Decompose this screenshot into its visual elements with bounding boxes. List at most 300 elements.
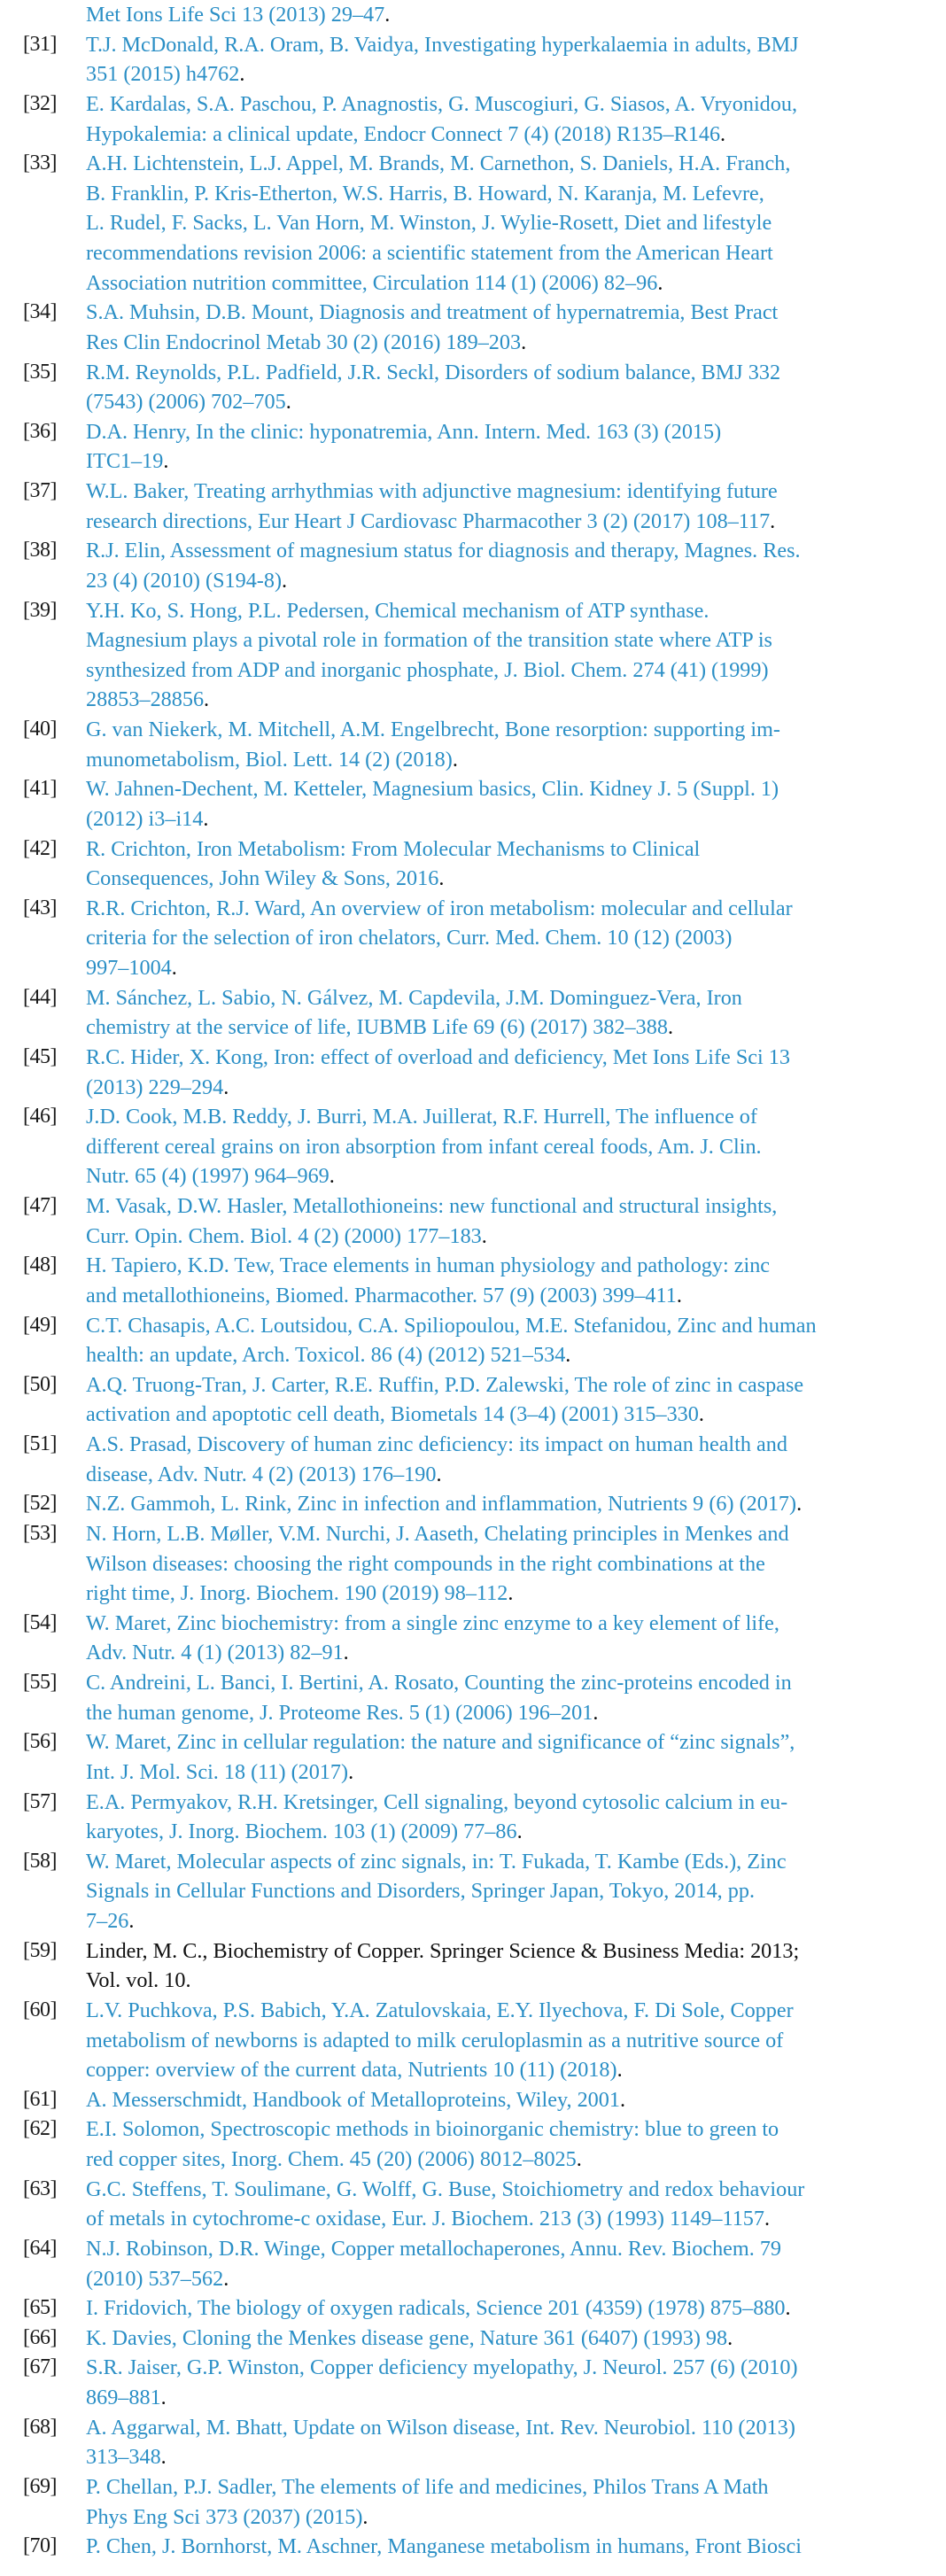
reference-body[interactable] [86, 1788, 938, 1847]
reference-line [86, 1370, 938, 1401]
reference-number: [59] [23, 1938, 57, 1962]
reference-body[interactable] [86, 2293, 938, 2324]
reference-item [0, 894, 946, 983]
reference-period: . [698, 1402, 704, 1427]
reference-link[interactable]: of metals in cytochrome-c oxidase, Eur. J. Biochem. 213 (3) (1993) 1149–1157 [86, 2207, 764, 2231]
reference-item [0, 477, 946, 536]
reference-link[interactable]: N.Z. Gammoh, L. Rink, Zinc in infection and inflammation, Nutrients 9 (6) (2017) [86, 1492, 797, 1517]
reference-body[interactable] [86, 2114, 938, 2174]
reference-number: [39] [23, 598, 57, 622]
reference-number: [36] [23, 419, 57, 443]
reference-line [86, 268, 938, 299]
reference-item [0, 2114, 946, 2174]
reference-link[interactable]: synthesized from ADP and inorganic phosphate, J. Biol. Chem. 274 (41) (1999) [86, 657, 769, 682]
reference-line [86, 1251, 938, 1281]
reference-line [86, 2175, 938, 2205]
reference-link[interactable]: W. Jahnen-Dechent, M. Ketteler, Magnesium basics, Clin. Kidney J. 5 (Suppl. 1) [86, 777, 779, 802]
reference-period: . [521, 330, 527, 354]
reference-body[interactable] [86, 2085, 938, 2115]
reference-body[interactable] [86, 0, 938, 30]
reference-body[interactable] [86, 1727, 938, 1787]
reference-period: . [727, 2325, 733, 2350]
reference-body[interactable] [86, 2532, 938, 2562]
reference-number: [56] [23, 1730, 57, 1754]
reference-body[interactable] [86, 1430, 938, 1489]
reference-link[interactable]: Magnesium plays a pivotal role in formation of the transition state where ATP is [86, 628, 772, 653]
reference-link[interactable]: E. Kardalas, S.A. Paschou, P. Anagnostis, G. Muscogiuri, G. Siasos, A. Vryonidou, [86, 91, 798, 116]
reference-line [86, 1847, 938, 1877]
reference-item [0, 834, 946, 894]
reference-link[interactable]: Hypokalemia: a clinical update, Endocr Connect 7 (4) (2018) R135–R146 [86, 121, 721, 146]
reference-link[interactable]: the human genome, J. Proteome Res. 5 (1) (2006) 196–201 [86, 1700, 593, 1725]
reference-body[interactable] [86, 1191, 938, 1251]
reference-link[interactable]: activation and apoptotic cell death, Biometals 14 (3–4) (2001) 315–330 [86, 1402, 699, 1427]
reference-link[interactable]: A.S. Prasad, Discovery of human zinc deficiency: its impact on human health and [86, 1432, 787, 1456]
reference-period: . [657, 270, 663, 295]
reference-body[interactable] [86, 89, 938, 149]
reference-link[interactable]: Phys Eng Sci 373 (2037) (2015) [86, 2504, 363, 2529]
reference-line [86, 923, 938, 953]
reference-link[interactable]: E.I. Solomon, Spectroscopic methods in bioinorganic chemistry: blue to green to [86, 2117, 779, 2142]
reference-link[interactable]: Wilson diseases: choosing the right compounds in the right combinations at the [86, 1551, 765, 1576]
reference-link[interactable]: criteria for the selection of iron chelators, Curr. Med. Chem. 10 (12) (2003) [86, 926, 733, 950]
reference-link[interactable]: S.R. Jaiser, G.P. Winston, Copper deficiency myelopathy, J. Neurol. 257 (6) (2010) [86, 2355, 798, 2380]
reference-link[interactable]: 28853–28856 [86, 687, 205, 712]
reference-period: . [576, 2147, 582, 2171]
reference-link[interactable]: M. Sánchez, L. Sabio, N. Gálvez, M. Capdevila, J.M. Dominguez-Vera, Iron [86, 985, 742, 1010]
reference-link[interactable]: J.D. Cook, M.B. Reddy, J. Burri, M.A. Juillerat, R.F. Hurrell, The influence of [86, 1105, 757, 1129]
reference-item [0, 149, 946, 298]
reference-body[interactable] [86, 2234, 938, 2293]
reference-line [86, 894, 938, 924]
reference-link[interactable]: W. Maret, Zinc biochemistry: from a single zinc enzyme to a key element of life, [86, 1610, 779, 1635]
reference-link[interactable]: G.C. Steffens, T. Soulimane, G. Wolff, G. Buse, Stoichiometry and redox behaviour [86, 2176, 805, 2201]
reference-number: [31] [23, 32, 57, 56]
reference-link[interactable]: right time, J. Inorg. Biochem. 190 (2019) 98–112 [86, 1581, 508, 1606]
reference-period: . [508, 1581, 514, 1606]
reference-number: [53] [23, 1521, 57, 1545]
reference-link[interactable]: Curr. Opin. Chem. Biol. 4 (2) (2000) 177–183 [86, 1223, 482, 1248]
reference-line [86, 804, 938, 834]
reference-link[interactable]: (7543) (2006) 702–705 [86, 390, 286, 415]
reference-line [86, 1311, 938, 1341]
reference-link[interactable]: R.M. Reynolds, P.L. Padfield, J.R. Seckl, Disorders of sodium balance, BMJ 332 [86, 360, 781, 384]
reference-link[interactable]: 23 (4) (2010) (S194-8) [86, 568, 283, 593]
reference-line [86, 864, 938, 894]
reference-link[interactable]: munometabolism, Biol. Lett. 14 (2) (2018) [86, 747, 453, 772]
reference-link[interactable]: C. Andreini, L. Banci, I. Bertini, A. Rosato, Counting the zinc-proteins encoded in [86, 1671, 792, 1695]
reference-item [0, 2472, 946, 2532]
reference-item [0, 1609, 946, 1668]
reference-item [0, 1519, 946, 1609]
reference-line [86, 2055, 938, 2085]
reference-link[interactable]: A. Messerschmidt, Handbook of Metalloproteins, Wiley, 2001 [86, 2087, 620, 2112]
reference-period: . [204, 687, 210, 712]
reference-number: [49] [23, 1313, 57, 1337]
reference-link[interactable]: health: an update, Arch. Toxicol. 86 (4) (2012) 521–534 [86, 1343, 566, 1368]
reference-link[interactable]: N. Horn, L.B. Møller, V.M. Nurchi, J. Aaseth, Chelating principles in Menkes and [86, 1521, 789, 1546]
reference-line [86, 1638, 938, 1668]
reference-body[interactable] [86, 2175, 938, 2234]
reference-link[interactable]: L.V. Puchkova, P.S. Babich, Y.A. Zatulovskaia, E.Y. Ilyechova, F. Di Sole, Copper [86, 1998, 794, 2022]
reference-period: . [203, 806, 209, 831]
reference-line [86, 477, 938, 507]
reference-number: [62] [23, 2117, 57, 2141]
reference-link[interactable]: 7–26 [86, 1909, 129, 1933]
reference-line [86, 1191, 938, 1222]
reference-item [0, 298, 946, 357]
reference-line [86, 1579, 938, 1609]
reference-link[interactable]: (2013) 229–294 [86, 1075, 224, 1099]
reference-period: . [163, 449, 169, 474]
reference-line [86, 1340, 938, 1370]
reference-item [0, 1847, 946, 1936]
reference-body[interactable] [86, 2324, 938, 2354]
reference-period: . [223, 1075, 229, 1099]
reference-body[interactable] [86, 715, 938, 774]
reference-link[interactable]: W.L. Baker, Treating arrhythmias with adjunctive magnesium: identifying future [86, 479, 778, 503]
reference-line [86, 1788, 938, 1818]
reference-period: . [616, 2058, 623, 2083]
reference-link[interactable]: 351 (2015) h4762 [86, 62, 240, 87]
reference-body[interactable] [86, 298, 938, 357]
reference-period: . [348, 1759, 354, 1784]
reference-link[interactable]: 869–881 [86, 2386, 161, 2409]
reference-link[interactable]: N.J. Robinson, D.R. Winge, Copper metallochaperones, Annu. Rev. Biochem. 79 [86, 2236, 782, 2261]
reference-period: . [282, 568, 288, 593]
reference-body[interactable] [86, 2413, 938, 2472]
reference-body[interactable] [86, 1251, 938, 1310]
reference-link[interactable]: Adv. Nutr. 4 (1) (2013) 82–91 [86, 1641, 344, 1665]
reference-period: . [160, 2386, 167, 2409]
reference-link[interactable]: Res Clin Endocrinol Metab 30 (2) (2016) 189–203 [86, 330, 522, 354]
reference-line [86, 387, 938, 417]
reference-item [0, 417, 946, 477]
reference-item [0, 1668, 946, 1727]
reference-link[interactable]: ITC1–19 [86, 449, 164, 474]
reference-item [0, 0, 946, 30]
reference-period: . [362, 2504, 368, 2529]
reference-number: [69] [23, 2474, 57, 2498]
reference-link[interactable]: W. Maret, Molecular aspects of zinc signals, in: T. Fukada, T. Kambe (Eds.), Zinc [86, 1849, 787, 1874]
reference-body[interactable] [86, 2353, 938, 2412]
reference-link[interactable]: Nutr. 65 (4) (1997) 964–969 [86, 1164, 330, 1189]
reference-number: [63] [23, 2176, 57, 2200]
reference-item [0, 1251, 946, 1310]
reference-line [86, 1519, 938, 1549]
reference-body[interactable] [86, 30, 938, 89]
reference-link[interactable]: A.H. Lichtenstein, L.J. Appel, M. Brands, M. Carnethon, S. Daniels, H.A. Franch, [86, 151, 791, 176]
reference-link[interactable]: B. Franklin, P. Kris-Etherton, W.S. Harris, B. Howard, N. Karanja, M. Lefevre, [86, 181, 764, 206]
reference-period: . [223, 2266, 229, 2291]
reference-line [86, 656, 938, 686]
reference-link[interactable]: P. Chen, J. Bornhorst, M. Aschner, Manganese metabolism in humans, Front Biosci [86, 2534, 802, 2559]
reference-item [0, 2532, 946, 2562]
reference-number: [42] [23, 836, 57, 860]
reference-line [86, 1727, 938, 1757]
reference-number: [57] [23, 1789, 57, 1813]
reference-link[interactable]: Y.H. Ko, S. Hong, P.L. Pedersen, Chemical mechanism of ATP synthase. [86, 598, 710, 623]
reference-period: . [384, 3, 391, 27]
reference-line [86, 1817, 938, 1847]
reference-line [86, 507, 938, 537]
reference-number: [40] [23, 718, 57, 741]
reference-line [86, 536, 938, 566]
reference-body[interactable] [86, 1668, 938, 1727]
reference-body[interactable] [86, 477, 938, 536]
reference-body[interactable] [86, 1847, 938, 1936]
reference-line [86, 1073, 938, 1103]
reference-body[interactable] [86, 1609, 938, 1668]
reference-link[interactable]: 313–348 [86, 2445, 161, 2470]
reference-line [86, 328, 938, 358]
reference-line [86, 89, 938, 120]
reference-period: . [171, 956, 177, 980]
reference-period: . [785, 2296, 791, 2321]
reference-number: [60] [23, 1998, 57, 2021]
reference-link[interactable]: H. Tapiero, K.D. Tew, Trace elements in human physiology and pathology: zinc [86, 1253, 771, 1278]
reference-line [86, 1043, 938, 1073]
reference-item [0, 983, 946, 1043]
reference-period: . [160, 2445, 167, 2470]
reference-number: [35] [23, 360, 57, 384]
reference-line [86, 2472, 938, 2502]
reference-number: [66] [23, 2325, 57, 2349]
reference-number: [38] [23, 539, 57, 563]
reference-line [86, 566, 938, 596]
reference-line [86, 2204, 938, 2234]
reference-number: [41] [23, 777, 57, 801]
reference-link[interactable]: W. Maret, Zinc in cellular regulation: the nature and significance of “zinc signals”, [86, 1730, 795, 1755]
reference-link[interactable]: (2012) i3–i14 [86, 806, 204, 831]
reference-link[interactable]: metabolism of newborns is adapted to milk ceruloplasmin as a nutritive source of [86, 2028, 784, 2052]
reference-body[interactable] [86, 536, 938, 595]
reference-link[interactable]: research directions, Eur Heart J Cardiovasc Pharmacother 3 (2) (2017) 108–117 [86, 508, 771, 533]
reference-period: . [764, 2207, 771, 2231]
reference-item [0, 1430, 946, 1489]
reference-number: [33] [23, 151, 57, 175]
reference-number: [44] [23, 985, 57, 1009]
reference-line [86, 2502, 938, 2533]
reference-line [86, 149, 938, 179]
reference-period: . [676, 1283, 682, 1307]
reference-number: [52] [23, 1492, 57, 1516]
reference-period: . [720, 121, 726, 146]
reference-item [0, 2234, 946, 2293]
reference-body[interactable] [86, 1519, 938, 1609]
reference-link[interactable]: copper: overview of the current data, Nutrients 10 (11) (2018) [86, 2058, 617, 2083]
reference-line [86, 2442, 938, 2472]
reference-link[interactable]: P. Chellan, P.J. Sadler, The elements of life and medicines, Philos Trans A Math [86, 2474, 769, 2499]
reference-body[interactable] [86, 358, 938, 417]
reference-line [86, 625, 938, 656]
reference-number: [32] [23, 91, 57, 115]
reference-item [0, 2413, 946, 2472]
reference-line [86, 59, 938, 89]
reference-body[interactable] [86, 1489, 938, 1519]
reference-line [86, 1013, 938, 1043]
reference-item [0, 30, 946, 89]
reference-body[interactable] [86, 1370, 938, 1430]
reference-item [0, 1727, 946, 1787]
reference-link[interactable]: K. Davies, Cloning the Menkes disease gene, Nature 361 (6407) (1993) 98 [86, 2325, 728, 2350]
reference-item [0, 2324, 946, 2354]
reference-line [86, 1222, 938, 1252]
reference-body[interactable] [86, 1996, 938, 2085]
reference-item [0, 1311, 946, 1370]
reference-line [86, 2114, 938, 2145]
reference-line [86, 2383, 938, 2413]
reference-link[interactable]: disease, Adv. Nutr. 4 (2) (2013) 176–190 [86, 1462, 437, 1486]
reference-period: . [516, 1819, 523, 1844]
reference-line [86, 715, 938, 745]
reference-number: [45] [23, 1044, 57, 1068]
reference-body[interactable] [86, 596, 938, 716]
reference-line [86, 2234, 938, 2264]
reference-line [86, 358, 938, 388]
reference-link[interactable]: R.J. Elin, Assessment of magnesium status for diagnosis and therapy, Magnes. Res. [86, 539, 801, 563]
reference-line [86, 1460, 938, 1490]
reference-period: . [239, 62, 245, 87]
reference-period: . [796, 1492, 803, 1517]
reference-number: [64] [23, 2236, 57, 2260]
reference-link[interactable]: R. Crichton, Iron Metabolism: From Molecular Mechanisms to Clinical [86, 836, 701, 861]
reference-number: [55] [23, 1671, 57, 1694]
reference-link[interactable]: chemistry at the service of life, IUBMB Life 69 (6) (2017) 382–388 [86, 1015, 668, 1040]
reference-period: . [593, 1700, 599, 1725]
reference-number: [47] [23, 1194, 57, 1217]
reference-body[interactable] [86, 1043, 938, 1102]
reference-number: [61] [23, 2087, 57, 2111]
reference-line [86, 446, 938, 477]
reference-number: [46] [23, 1105, 57, 1129]
reference-line [86, 834, 938, 865]
reference-period: . [667, 1015, 673, 1040]
reference-line [86, 298, 938, 328]
reference-link[interactable]: Signals in Cellular Functions and Disorders, Springer Japan, Tokyo, 2014, pp. [86, 1879, 755, 1904]
reference-line [86, 2026, 938, 2056]
reference-period: . [452, 747, 458, 772]
reference-body[interactable] [86, 894, 938, 983]
reference-period: . [285, 390, 291, 415]
reference-number: [67] [23, 2355, 57, 2379]
reference-line [86, 1430, 938, 1460]
reference-body[interactable] [86, 834, 938, 894]
reference-item [0, 715, 946, 774]
reference-body [86, 1936, 938, 1996]
reference-line [86, 1549, 938, 1579]
reference-period: . [619, 2087, 625, 2112]
reference-period: . [438, 866, 445, 891]
reference-line [86, 1698, 938, 1728]
reference-body[interactable] [86, 1311, 938, 1370]
reference-link[interactable]: I. Fridovich, The biology of oxygen radicals, Science 201 (4359) (1978) 875–880 [86, 2296, 786, 2321]
reference-link[interactable]: Association nutrition committee, Circulation 114 (1) (2006) 82–96 [86, 270, 658, 295]
reference-period: . [343, 1641, 349, 1665]
reference-link[interactable]: (2010) 537–562 [86, 2266, 224, 2291]
reference-item [0, 1996, 946, 2085]
reference-line [86, 30, 938, 60]
reference-line [86, 1996, 938, 2026]
reference-body[interactable] [86, 1102, 938, 1191]
reference-link[interactable]: Consequences, John Wiley & Sons, 2016 [86, 866, 439, 891]
reference-link[interactable]: C.T. Chasapis, A.C. Loutsidou, C.A. Spiliopoulou, M.E. Stefanidou, Zinc and human [86, 1313, 817, 1338]
reference-link[interactable]: A. Aggarwal, M. Bhatt, Update on Wilson disease, Int. Rev. Neurobiol. 110 (2013) [86, 2415, 795, 2440]
reference-item [0, 2085, 946, 2115]
reference-link[interactable]: 997–1004 [86, 956, 172, 980]
reference-line [86, 238, 938, 268]
reference-line [86, 1400, 938, 1430]
reference-number: [58] [23, 1849, 57, 1873]
reference-link[interactable]: R.R. Crichton, R.J. Ward, An overview of iron metabolism: molecular and cellular [86, 896, 793, 920]
reference-body[interactable] [86, 417, 938, 477]
reference-line [86, 1489, 938, 1519]
reference-line [86, 685, 938, 715]
reference-item [0, 774, 946, 834]
reference-item [0, 2175, 946, 2234]
reference-number: [48] [23, 1253, 57, 1277]
reference-link[interactable]: karyotes, J. Inorg. Biochem. 103 (1) (2009) 77–86 [86, 1819, 517, 1844]
reference-number: [34] [23, 300, 57, 324]
reference-link[interactable]: different cereal grains on iron absorption from infant cereal foods, Am. J. Clin. [86, 1134, 762, 1159]
reference-link[interactable]: S.A. Muhsin, D.B. Mount, Diagnosis and treatment of hypernatremia, Best Pract [86, 300, 779, 325]
reference-link[interactable]: T.J. McDonald, R.A. Oram, B. Vaidya, Investigating hyperkalaemia in adults, BMJ [86, 32, 799, 57]
reference-line [86, 1132, 938, 1162]
reference-link[interactable]: A.Q. Truong-Tran, J. Carter, R.E. Ruffin, P.D. Zalewski, The role of zinc in caspase [86, 1372, 804, 1397]
reference-link[interactable]: E.A. Permyakov, R.H. Kretsinger, Cell signaling, beyond cytosolic calcium in eu- [86, 1789, 788, 1814]
reference-body[interactable] [86, 2472, 938, 2532]
reference-body[interactable] [86, 774, 938, 834]
reference-line [86, 417, 938, 447]
reference-line [86, 2145, 938, 2175]
reference-line [86, 2532, 938, 2562]
reference-item [0, 358, 946, 417]
reference-line [86, 774, 938, 804]
reference-number: [65] [23, 2296, 57, 2320]
reference-line [86, 1936, 938, 1967]
reference-line [86, 1668, 938, 1698]
reference-link[interactable]: Met Ions Life Sci 13 (2013) 29–47 [86, 3, 385, 27]
reference-period: . [436, 1462, 442, 1486]
reference-line [86, 1876, 938, 1906]
reference-period: . [481, 1223, 487, 1248]
reference-item [0, 2293, 946, 2324]
reference-link[interactable]: red copper sites, Inorg. Chem. 45 (20) (2006) 8012–8025 [86, 2147, 577, 2171]
reference-line [86, 953, 938, 983]
reference-line [86, 2353, 938, 2383]
reference-link[interactable]: and metallothioneins, Biomed. Pharmacother. 57 (9) (2003) 399–411 [86, 1283, 677, 1307]
reference-link[interactable]: R.C. Hider, X. Kong, Iron: effect of overload and deficiency, Met Ions Life Sci 13 [86, 1044, 790, 1069]
reference-line [86, 1102, 938, 1132]
reference-body[interactable] [86, 983, 938, 1043]
reference-link[interactable]: Int. J. Mol. Sci. 18 (11) (2017) [86, 1759, 349, 1784]
reference-link[interactable]: M. Vasak, D.W. Hasler, Metallothioneins: new functional and structural insights, [86, 1194, 778, 1218]
reference-line [86, 1906, 938, 1936]
reference-number: [70] [23, 2534, 57, 2558]
reference-line [86, 596, 938, 626]
reference-link[interactable]: D.A. Henry, In the clinic: hyponatremia, Ann. Intern. Med. 163 (3) (2015) [86, 419, 722, 444]
reference-line [86, 745, 938, 775]
reference-line [86, 983, 938, 1013]
reference-link[interactable]: recommendations revision 2006: a scientific statement from the American Heart [86, 241, 773, 265]
reference-item [0, 1489, 946, 1519]
reference-number: [43] [23, 896, 57, 919]
reference-link[interactable]: L. Rudel, F. Sacks, L. Van Horn, M. Winston, J. Wylie-Rosett, Diet and lifestyle [86, 211, 772, 236]
reference-item [0, 536, 946, 595]
reference-link[interactable]: G. van Niekerk, M. Mitchell, A.M. Engelbrecht, Bone resorption: supporting im- [86, 718, 780, 741]
reference-number: [68] [23, 2415, 57, 2439]
reference-body[interactable] [86, 149, 938, 298]
